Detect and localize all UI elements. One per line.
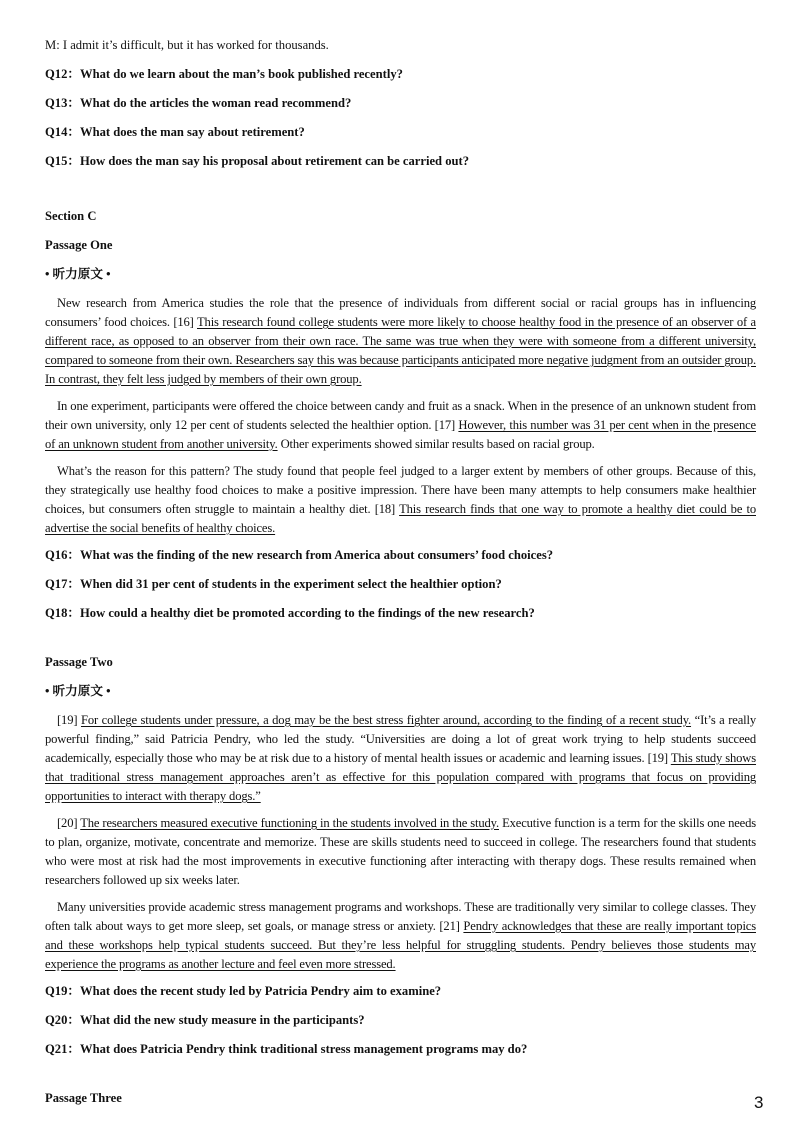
question-q12: Q12：What do we learn about the man’s book published recently? bbox=[45, 67, 403, 81]
passage-one-paragraph-3: What’s the reason for this pattern? The study found that people feel judged to a larger extent by members of other groups. Because of this, they strategically use healthy food choices to make a positive impression. There have been many attempts to help consumers make healthier choices, but consumers often struggle to maintain a healthy diet. [18] This research finds that one way to promote a healthy diet could be to advertise the social benefits of healthy choices. bbox=[45, 464, 756, 535]
questions-q16-q18 bbox=[45, 546, 756, 623]
question-q20: Q20：What did the new study measure in the participants? bbox=[45, 1013, 365, 1027]
questions-q12-q15 bbox=[45, 65, 756, 171]
answer-underline-19a: For college students under pressure, a dog may be the best stress fighter around, according to the finding of a recent study. bbox=[80, 713, 692, 727]
transcript-marker: • 听力原文 • bbox=[45, 267, 111, 281]
question-q13: Q13：What do the articles the woman read recommend? bbox=[45, 96, 352, 110]
passage-two-paragraph-3: Many universities provide academic stress management programs and workshops. These are traditionally very similar to college classes. They often talk about ways to get more sleep, set goals, or manage stress or anxiety. [21] Pendry acknowledges that these are really important topics and these workshops help typical students succeed. But they’re less helpful for struggling students. Pendry believes those students may experience the programs as another lecture and feel even more stressed. bbox=[45, 900, 756, 971]
section-heading: Section C bbox=[45, 209, 97, 223]
question-q14: Q14：What does the man say about retirement? bbox=[45, 125, 305, 139]
passage-two-title: Passage Two bbox=[45, 655, 113, 669]
passage-one-paragraph-2: In one experiment, participants were offered the choice between candy and fruit as a snack. When in the presence of an unknown student from their own university, only 12 per cent of students selected the healthier option. [17] However, this number was 31 per cent when in the presence of an unknown student from another university. Other experiments showed similar results based on racial group. bbox=[45, 399, 756, 451]
dialogue-line: M: I admit it’s difficult, but it has worked for thousands. bbox=[45, 38, 329, 52]
question-q15: Q15：How does the man say his proposal about retirement can be carried out? bbox=[45, 154, 469, 168]
answer-underline-20: The researchers measured executive functioning in the students involved in the study. bbox=[80, 816, 499, 830]
passage-three-title: Passage Three bbox=[45, 1091, 122, 1105]
passage-one-title: Passage One bbox=[45, 238, 113, 252]
answer-underline-19b: This study shows that traditional stress management approaches aren’t as effective for this population compared with programs that focus on providing opportunities to interact with therapy dogs.” bbox=[45, 751, 757, 803]
question-q21: Q21：What does Patricia Pendry think traditional stress management programs may do? bbox=[45, 1042, 528, 1056]
passage-two-paragraph-1: [19] For college students under pressure, a dog may be the best stress fighter around, according to the finding of a recent study. “It’s a really powerful finding,” said Patricia Pendry, who led the study. “Universities are doing a lot of great work trying to help students succeed academically, especially those who may be at risk due to a history of mental health issues or academic and learning issues. [19] This study shows that traditional stress management approaches aren’t as effective for this population compared with programs that focus on providing opportunities to interact with therapy dogs.” bbox=[45, 713, 757, 803]
document-page bbox=[45, 36, 756, 1118]
answer-underline-16: This research found college students were more likely to choose healthy food in the presence of an observer of a different race, as opposed to an observer from their own race. The same was true when they were with someone from a different university, compared to someone from their own. Researchers say this was because participants anticipated more negative judgment from an outsider group. In contrast, they felt less judged by members of their own group. bbox=[45, 315, 756, 386]
answer-underline-17: However, this number was 31 per cent when in the presence of an unknown student from another university. bbox=[45, 418, 756, 451]
answer-underline-18: This research finds that one way to promote a healthy diet could be to advertise the social benefits of healthy choices. bbox=[45, 502, 756, 535]
answer-underline-21: Pendry acknowledges that these are really important topics and these workshops help typical students succeed. But they’re less helpful for struggling students. Pendry believes those students may experience the programs as another lecture and feel even more stressed. bbox=[45, 919, 756, 971]
question-q19: Q19：What does the recent study led by Patricia Pendry aim to examine? bbox=[45, 984, 442, 998]
question-q17: Q17：When did 31 per cent of students in the experiment select the healthier option? bbox=[45, 577, 502, 591]
page-number: 3 bbox=[754, 1093, 764, 1112]
passage-two-paragraph-2: [20] The researchers measured executive functioning in the students involved in the study. Executive function is a term for the skills one needs to plan, organize, motivate, concentrate and memorize. These are skills students need to succeed in college. The researchers found that students who were most at risk had the most improvements in executive functioning after interacting with therapy dogs. These results remained when researchers followed up six weeks later. bbox=[45, 816, 756, 887]
question-q18: Q18：How could a healthy diet be promoted according to the findings of the new research? bbox=[45, 606, 535, 620]
questions-q19-q21 bbox=[45, 982, 756, 1059]
transcript-marker: • 听力原文 • bbox=[45, 684, 111, 698]
question-q16: Q16：What was the finding of the new research from America about consumers’ food choices? bbox=[45, 548, 554, 562]
passage-one-paragraph-1: New research from America studies the role that the presence of individuals from different social or racial groups has in influencing consumers’ food choices. [16] This research found college students were more likely to choose healthy food in the presence of an observer of a different race, as opposed to an observer from their own race. The same was true when they were with someone from a different university, compared to someone from their own. Researchers say this was because participants anticipated more negative judgment from an outsider group. In contrast, they felt less judged by members of their own group. bbox=[45, 296, 756, 386]
